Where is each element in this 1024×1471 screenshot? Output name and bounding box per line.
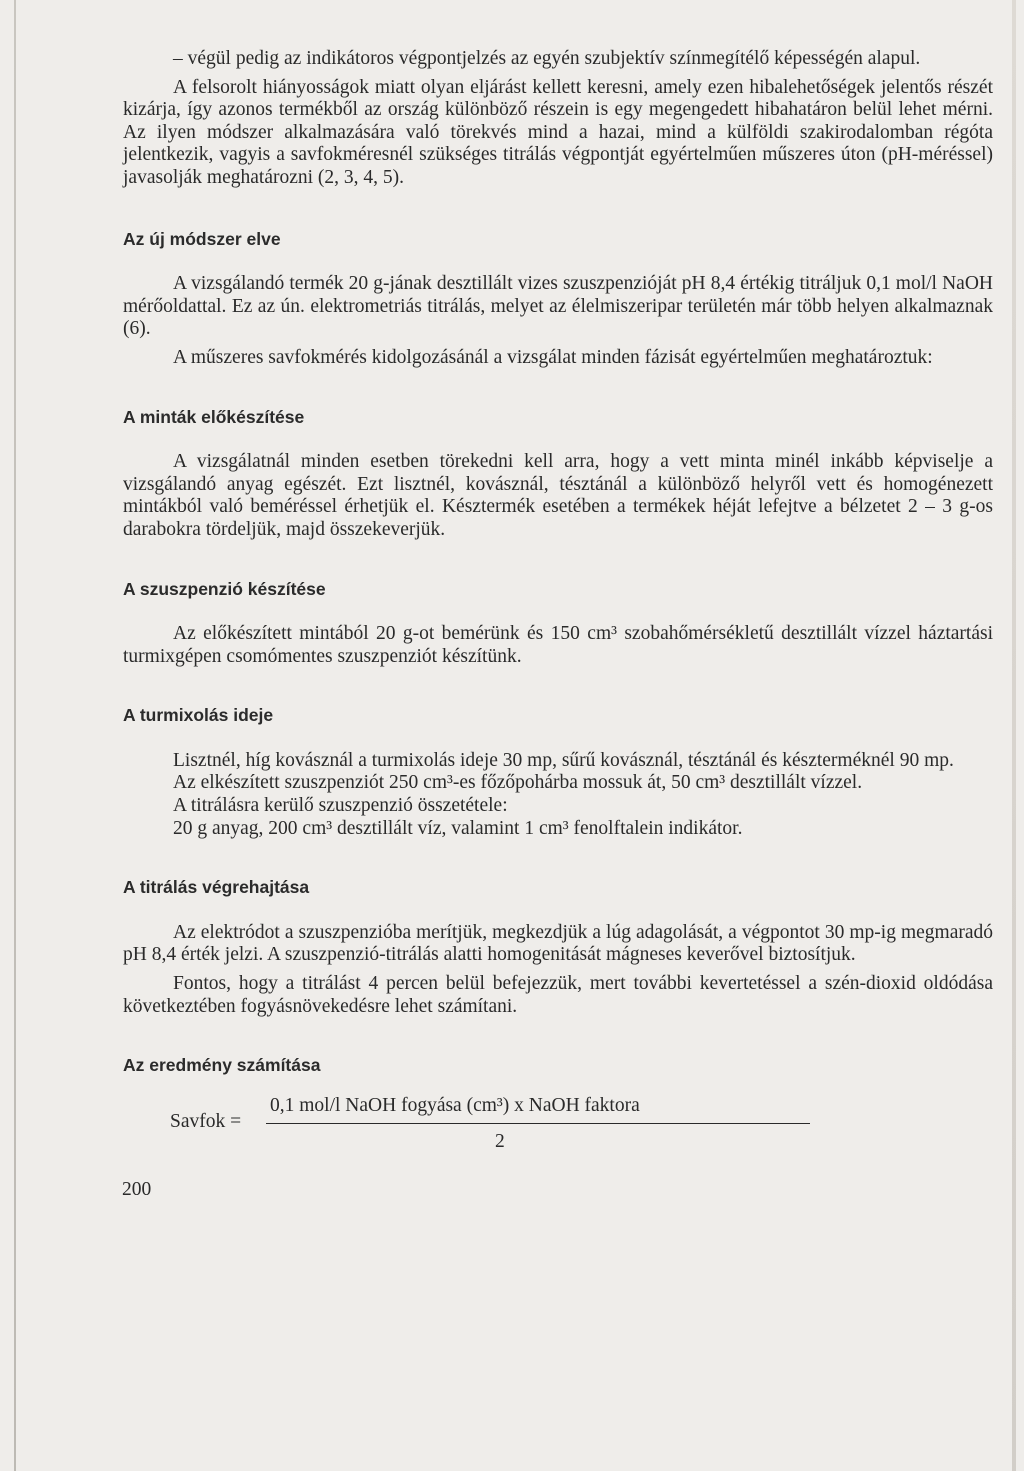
method-paragraph-2: A műszeres savfokmérés kidolgozásánál a vizsgálat minden fázisát egyértelműen meghatároztuk: [173,346,933,368]
intro-paragraph-2: A felsorolt hiányosságok miatt olyan eljárást kellett keresni, amely ezen hibalehetőségek jelentős részét kizárja, így azonos termékből az ország különböző részein is egy megengedett hibahatáron belül lehet mérni. Az ilyen módszer alkalmazására való törekvés mind a hazai, mind a külföldi szakirodalomban régóta jelentkezik, vagyis a savfokméresnél szükséges titrálás végpontját egyértelműen műszeres úton (pH-méréssel) javasolják meghatározni (2, 3, 4, 5). [123,76,993,188]
intro-paragraph-1: – végül pedig az indikátoros végpontjelzés az egyén szubjektív színmegítélő képességén alapul. [173,48,921,69]
section-heading-suspension: A szuszpenzió készítése [123,578,326,599]
suspension-paragraph: Az előkészített mintából 20 g-ot bemérünk és 150 cm³ szobahőmérsékletű desztillált vízzel háztartási turmixgépen csomómentes szuszpenziót készítünk. [123,623,993,667]
savfok-formula [170,1095,810,1159]
formula-lhs: Savfok = [170,1110,242,1132]
body-text [123,48,993,1100]
fraction-bar [266,1123,810,1125]
page-left-edge [14,0,16,1471]
mixing-paragraph-2: Az elkészített szuszpenziót 250 cm³-es főzőpohárba mossuk át, 50 cm³ desztillált vízzel. [173,772,863,794]
titration-paragraph-1: Az elektródot a szuszpenzióba merítjük, megkezdjük a lúg adagolását, a végpontot 30 mp-ig megmaradó pH 8,4 érték jelzi. A szuszpenzió-titrálás alatti homogenitását mágneses keverővel biztosítjuk. [123,921,993,966]
page-number: 200 [122,1178,152,1200]
page-right-edge [1012,0,1016,1471]
mixing-paragraph-4: 20 g anyag, 200 cm³ desztillált víz, valamint 1 cm³ fenolftalein indikátor. [173,817,743,839]
section-heading-method: Az új módszer elve [123,228,281,249]
section-heading-result: Az eredmény számítása [123,1055,321,1076]
method-paragraph-1: A vizsgálandó termék 20 g-jának desztillált vizes szuszpenzióját pH 8,4 értékig titráljuk 0,1 mol/l NaOH mérőoldattal. Ez az ún. elektrometriás titrálás, melyet az élelmiszeripar területén már több helyen alkalmaznak (6). [123,273,993,340]
section-heading-mixing-time: A turmixolás ideje [123,705,274,726]
formula-denominator: 2 [495,1130,505,1152]
section-heading-titration: A titrálás végrehajtása [123,877,310,898]
section-heading-sample-prep: A minták előkészítése [123,406,305,427]
formula-numerator: 0,1 mol/l NaOH fogyása (cm³) x NaOH faktora [270,1094,640,1116]
titration-paragraph-2: Fontos, hogy a titrálást 4 percen belül befejezzük, mert további kevertetéssel a szén-dioxid oldódása következtében fogyásnövekedésre lehet számítani. [123,973,993,1017]
mixing-paragraph-3: A titrálásra kerülő szuszpenzió összetétele: [173,795,508,817]
mixing-paragraph-1: Lisztnél, híg kovásznál a turmixolás ideje 30 mp, sűrű kovásznál, tésztánál és készterméknél 90 mp. [173,749,954,771]
sample-prep-paragraph: A vizsgálatnál minden esetben törekedni kell arra, hogy a vett minta minél inkább képviselje a vizsgálandó anyag egészét. Ezt lisztnél, kovásznál, tésztánál a különböző helyről vett és homogénezett mintákból való beméréssel érhetjük el. Késztermék esetében a termékek héját lefejtve a bélzetet 2 – 3 g-os darabokra tördeljük, majd összekeverjük. [123,451,993,540]
